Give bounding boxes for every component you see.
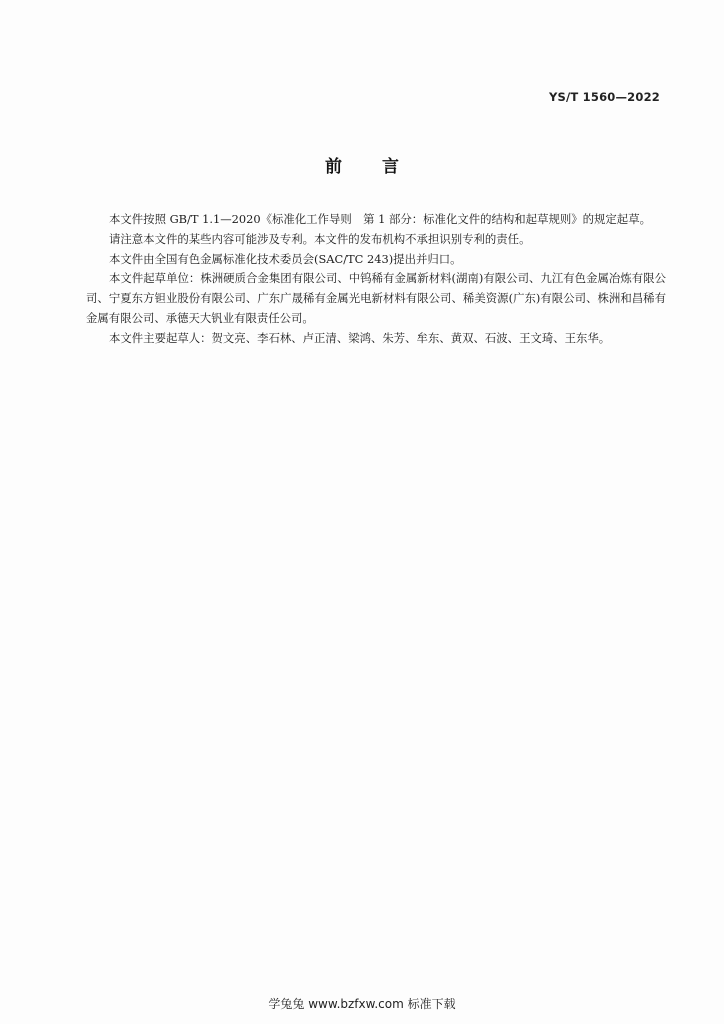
paragraph-proposer: 本文件由全国有色金属标准化技术委员会(SAC/TC 243)提出并归口。	[109, 251, 462, 266]
footer-watermark: 学兔兔 www.bzfxw.com 标准下载	[268, 997, 456, 1011]
standard-code: YS/T 1560—2022	[549, 90, 660, 104]
foreword-body	[86, 210, 666, 349]
paragraph-drafters: 本文件主要起草人：贺文亮、李石林、卢正清、梁鸿、朱芳、牟东、黄双、石波、王文琦、王东华。	[109, 330, 611, 345]
page-title: 前言	[325, 157, 439, 177]
paragraph-drafting-rules: 本文件按照 GB/T 1.1—2020《标准化工作导则 第 1 部分：标准化文件的结构和起草规则》的规定起草。	[109, 212, 651, 226]
paragraph-drafting-units: 本文件起草单位：株洲硬质合金集团有限公司、中钨稀有金属新材料(湖南)有限公司、九江有色金属冶炼有限公司、宁夏东方钽业股份有限公司、广东广晟稀有金属光电新材料有限公司、稀美资源(广东)有限公司、株洲和昌稀有金属有限公司、承德天大钒业有限责任公司。	[86, 271, 666, 325]
paragraph-patent-notice: 请注意本文件的某些内容可能涉及专利。本文件的发布机构不承担识别专利的责任。	[109, 231, 531, 246]
